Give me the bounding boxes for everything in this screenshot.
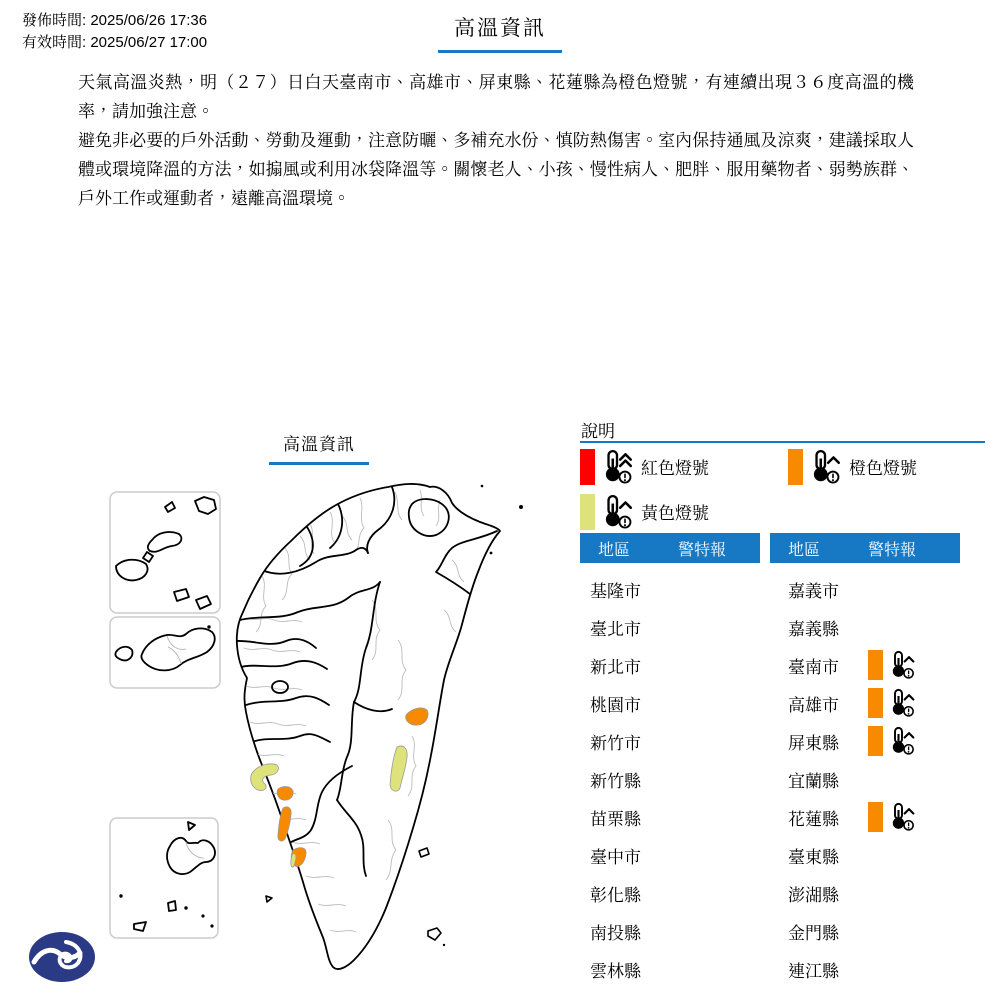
region-label: 嘉義市 xyxy=(788,581,839,601)
region-label: 高雄市 xyxy=(788,695,839,715)
thermometer-alert-icon xyxy=(808,449,842,485)
table-row xyxy=(580,798,760,836)
table-row xyxy=(770,836,960,874)
page-title: 高溫資訊 xyxy=(438,10,562,53)
region-label: 屏東縣 xyxy=(788,733,839,753)
legend-item-orange xyxy=(788,448,917,485)
thermometer-alert-icon xyxy=(600,449,634,485)
region-label: 臺南市 xyxy=(788,657,839,677)
cwa-logo xyxy=(29,932,95,982)
yellow-signal-swatch xyxy=(580,494,595,530)
table-row xyxy=(580,608,760,646)
region-label: 金門縣 xyxy=(788,923,839,943)
table-header xyxy=(580,533,760,563)
inset-box-penghu xyxy=(110,818,218,938)
table-row xyxy=(580,874,760,912)
table-row xyxy=(770,570,960,608)
legend-item-red xyxy=(580,448,709,485)
region-label: 南投縣 xyxy=(590,923,641,943)
orange-signal-swatch xyxy=(868,650,883,680)
valid-time: 有效時間: 2025/06/27 17:00 xyxy=(22,34,208,51)
legend-divider xyxy=(580,441,985,443)
warning-indicator xyxy=(868,650,916,680)
thermometer-alert-icon xyxy=(888,688,916,718)
thermometer-alert-icon xyxy=(600,449,634,485)
table-row xyxy=(770,760,960,798)
bulletin-body xyxy=(78,68,914,213)
table-row xyxy=(580,760,760,798)
region-label: 新北市 xyxy=(590,657,641,677)
inset-box-matsu xyxy=(110,492,220,613)
table-row xyxy=(580,950,760,988)
table-row xyxy=(580,646,760,684)
thermometer-alert-icon xyxy=(888,726,916,756)
region-label: 桃園市 xyxy=(590,695,641,715)
column-header-warning: 警特報 xyxy=(678,541,727,559)
region-label: 臺北市 xyxy=(590,619,641,639)
table-row xyxy=(770,950,960,988)
region-label: 彰化縣 xyxy=(590,885,641,905)
inset-box-kinmen xyxy=(110,617,220,688)
region-label: 苗栗縣 xyxy=(590,809,641,829)
table-row xyxy=(770,912,960,950)
legend-label: 黃色燈號 xyxy=(641,504,709,523)
thermometer-alert-icon xyxy=(808,449,842,485)
region-table-east xyxy=(770,533,960,988)
thermometer-alert-icon xyxy=(888,802,916,832)
warning-indicator xyxy=(868,802,916,832)
table-header xyxy=(770,533,960,563)
table-row xyxy=(770,722,960,760)
region-label: 嘉義縣 xyxy=(788,619,839,639)
orange-signal-swatch xyxy=(868,726,883,756)
table-row xyxy=(770,874,960,912)
column-header-region: 地區 xyxy=(788,541,821,559)
map-title: 高溫資訊 xyxy=(269,430,369,465)
region-label: 新竹市 xyxy=(590,733,641,753)
thermometer-alert-icon xyxy=(600,494,634,530)
bulletin-paragraph-1: 天氣高溫炎熱，明（２７）日白天臺南市、高雄市、屏東縣、花蓮縣為橙色燈號，有連續出現３６度高溫的機率，請加強注意。 xyxy=(78,73,914,121)
column-header-warning: 警特報 xyxy=(868,541,917,559)
table-row xyxy=(580,912,760,950)
table-row xyxy=(770,608,960,646)
region-label: 花蓮縣 xyxy=(788,809,839,829)
bulletin-times xyxy=(22,10,207,54)
table-row xyxy=(770,798,960,836)
warning-townships xyxy=(251,708,428,867)
orange-signal-swatch xyxy=(868,688,883,718)
table-row xyxy=(580,836,760,874)
region-label: 連江縣 xyxy=(788,961,839,981)
table-row xyxy=(580,684,760,722)
legend-label: 紅色燈號 xyxy=(641,459,709,478)
orange-signal-swatch xyxy=(868,802,883,832)
warning-indicator xyxy=(868,726,916,756)
warning-indicator xyxy=(868,688,916,718)
region-table-west xyxy=(580,533,760,988)
region-label: 宜蘭縣 xyxy=(788,771,839,791)
legend-title: 說明 xyxy=(581,422,615,441)
orange-signal-swatch xyxy=(788,449,803,485)
table-row xyxy=(770,684,960,722)
legend-item-yellow xyxy=(580,493,709,530)
region-label: 澎湖縣 xyxy=(788,885,839,905)
region-label: 臺東縣 xyxy=(788,847,839,867)
region-label: 臺中市 xyxy=(590,847,641,867)
table-row xyxy=(580,722,760,760)
thermometer-alert-icon xyxy=(600,494,634,530)
table-row xyxy=(770,646,960,684)
column-header-region: 地區 xyxy=(598,541,631,559)
red-signal-swatch xyxy=(580,449,595,485)
table-row xyxy=(580,570,760,608)
issue-time: 發佈時間: 2025/06/26 17:36 xyxy=(22,12,208,29)
legend-label: 橙色燈號 xyxy=(849,459,917,478)
thermometer-alert-icon xyxy=(888,650,916,680)
region-label: 雲林縣 xyxy=(590,961,641,981)
region-label: 基隆市 xyxy=(590,581,641,601)
taiwan-main-island xyxy=(236,484,523,969)
region-label: 新竹縣 xyxy=(590,771,641,791)
bulletin-paragraph-2: 避免非必要的戶外活動、勞動及運動，注意防曬、多補充水份、慎防熱傷害。室內保持通風及涼爽，建議採取人體或環境降溫的方法，如搧風或利用冰袋降溫等。關懷老人、小孩、慢性病人、肥胖、服用藥物者、弱勢族群、戶外工作或運動者，遠離高溫環境。 xyxy=(78,131,914,208)
